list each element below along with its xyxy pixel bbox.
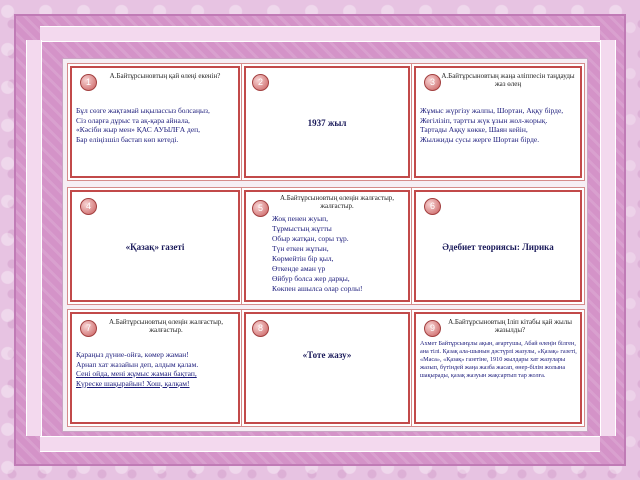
card-number-badge: 7	[80, 320, 97, 337]
text-line: Түн еткен жұтын,	[272, 244, 329, 253]
card-number-badge: 9	[424, 320, 441, 337]
card-question: А.Байтұрсыновтың жаңа әліппесін таңдауды жаз өлең	[441, 72, 575, 88]
text-line: «Кәсіби жыр мен» ҚАС АУЫЛҒА деп,	[76, 125, 201, 134]
card-5[interactable]	[244, 190, 410, 302]
card-3[interactable]	[414, 66, 582, 178]
card-7[interactable]	[70, 312, 240, 424]
card-number-badge: 2	[252, 74, 269, 91]
text-line: Көкпен ашылса олар сорлы!	[272, 284, 363, 293]
card-text	[420, 340, 578, 380]
text-line: Жылжиды сусы жерге Шортан бірде.	[420, 134, 540, 144]
text-line: Бұл сөзге жақтамай ықылассыз болсаңыз,	[76, 106, 210, 115]
text-line: Арнап хат жазайын деп, алдым қалам.	[76, 359, 199, 369]
card-answer: «Қазақ» газеті	[125, 242, 185, 252]
card-9[interactable]	[414, 312, 582, 424]
text-line: Қараңыз дүние-ойға, көмер жаман!	[76, 350, 189, 359]
card-answer: 1937 жыл	[307, 118, 347, 128]
card-number-badge: 6	[424, 198, 441, 215]
ribbon-right	[600, 40, 616, 436]
card-answer: Әдебиет теориясы: Лирика	[442, 242, 554, 252]
card-question: А.Байтұрсыновтың қай өлеңі екенін?	[109, 72, 221, 80]
card-number-badge: 5	[252, 200, 269, 217]
card-8[interactable]	[244, 312, 410, 424]
card-answer: «Тоте жазу»	[302, 350, 352, 360]
text-line: Өйбур болса жер дарқы,	[272, 274, 350, 283]
card-question: А.Байтұрсыновтың Іліп кітабы қай жылы жазылды?	[448, 318, 572, 334]
text-line: Обыр жатқан, соры тұр.	[272, 234, 349, 243]
text-line: Тартады Аққу көкке, Шаян кейін,	[420, 125, 528, 134]
ribbon-top	[40, 26, 600, 42]
card-4[interactable]	[70, 190, 240, 302]
card-number-badge: 1	[80, 74, 97, 91]
text-line: Күреске шақырайын! Хош, қалқам!	[76, 378, 190, 388]
card-1[interactable]	[70, 66, 240, 178]
text-line: Жегілізіп, тартты жүк ұзын жол-жорық.	[420, 115, 548, 125]
text-line: Бар еліңізшіл бастап көп кетеді.	[76, 134, 179, 144]
text-line: Жұмыс жүргізу жалпы, Шортан, Аққу бірде,	[420, 106, 564, 115]
text-line: «Қазақ» газеті, «Маса», «Қазақ» газетіне, 1910 жылдары хат жазулары жазып,	[420, 348, 577, 371]
card-number-badge: 4	[80, 198, 97, 215]
card-2[interactable]	[244, 66, 410, 178]
text-line: бүтіндей жаңа жазба жасап, өнер-білім жолына	[440, 364, 566, 371]
text-line: Көрмейтін бір қыл,	[272, 254, 334, 263]
card-number-badge: 8	[252, 320, 269, 337]
text-line: Ахмет Байтұрсынұлы ақын, ағартушы, Абай өлеңін білген, ана тілі. Қазақ ала-шынын дәстүрлі жазулы,	[420, 340, 576, 355]
text-line: шақырады, қазақ жазуын жақсартып тар жолға.	[420, 372, 546, 379]
text-line: Сені ойда, мені жұмыс жаман бақтап,	[76, 369, 197, 378]
card-6[interactable]	[414, 190, 582, 302]
card-number-badge: 3	[424, 74, 441, 91]
card-text	[272, 214, 408, 294]
text-line: Өткенде аман үр	[272, 264, 326, 273]
card-question: А.Байтұрсыновтың өлеңін жалғастыр, жалғастыр.	[108, 318, 224, 334]
card-question: А.Байтұрсыновтың өлеңін жалғастыр, жалғастыр.	[279, 194, 395, 210]
card-text	[76, 350, 238, 388]
text-line: Тұрмыстың жұтты	[272, 224, 332, 233]
text-line: Сіз оларға дұрыс та ақ-қара айнала,	[76, 115, 190, 125]
ribbon-bottom	[40, 436, 600, 452]
card-text	[420, 106, 580, 144]
text-line: Жоқ пенен жуып,	[272, 214, 329, 223]
card-text	[76, 106, 236, 144]
ribbon-left	[26, 40, 42, 436]
